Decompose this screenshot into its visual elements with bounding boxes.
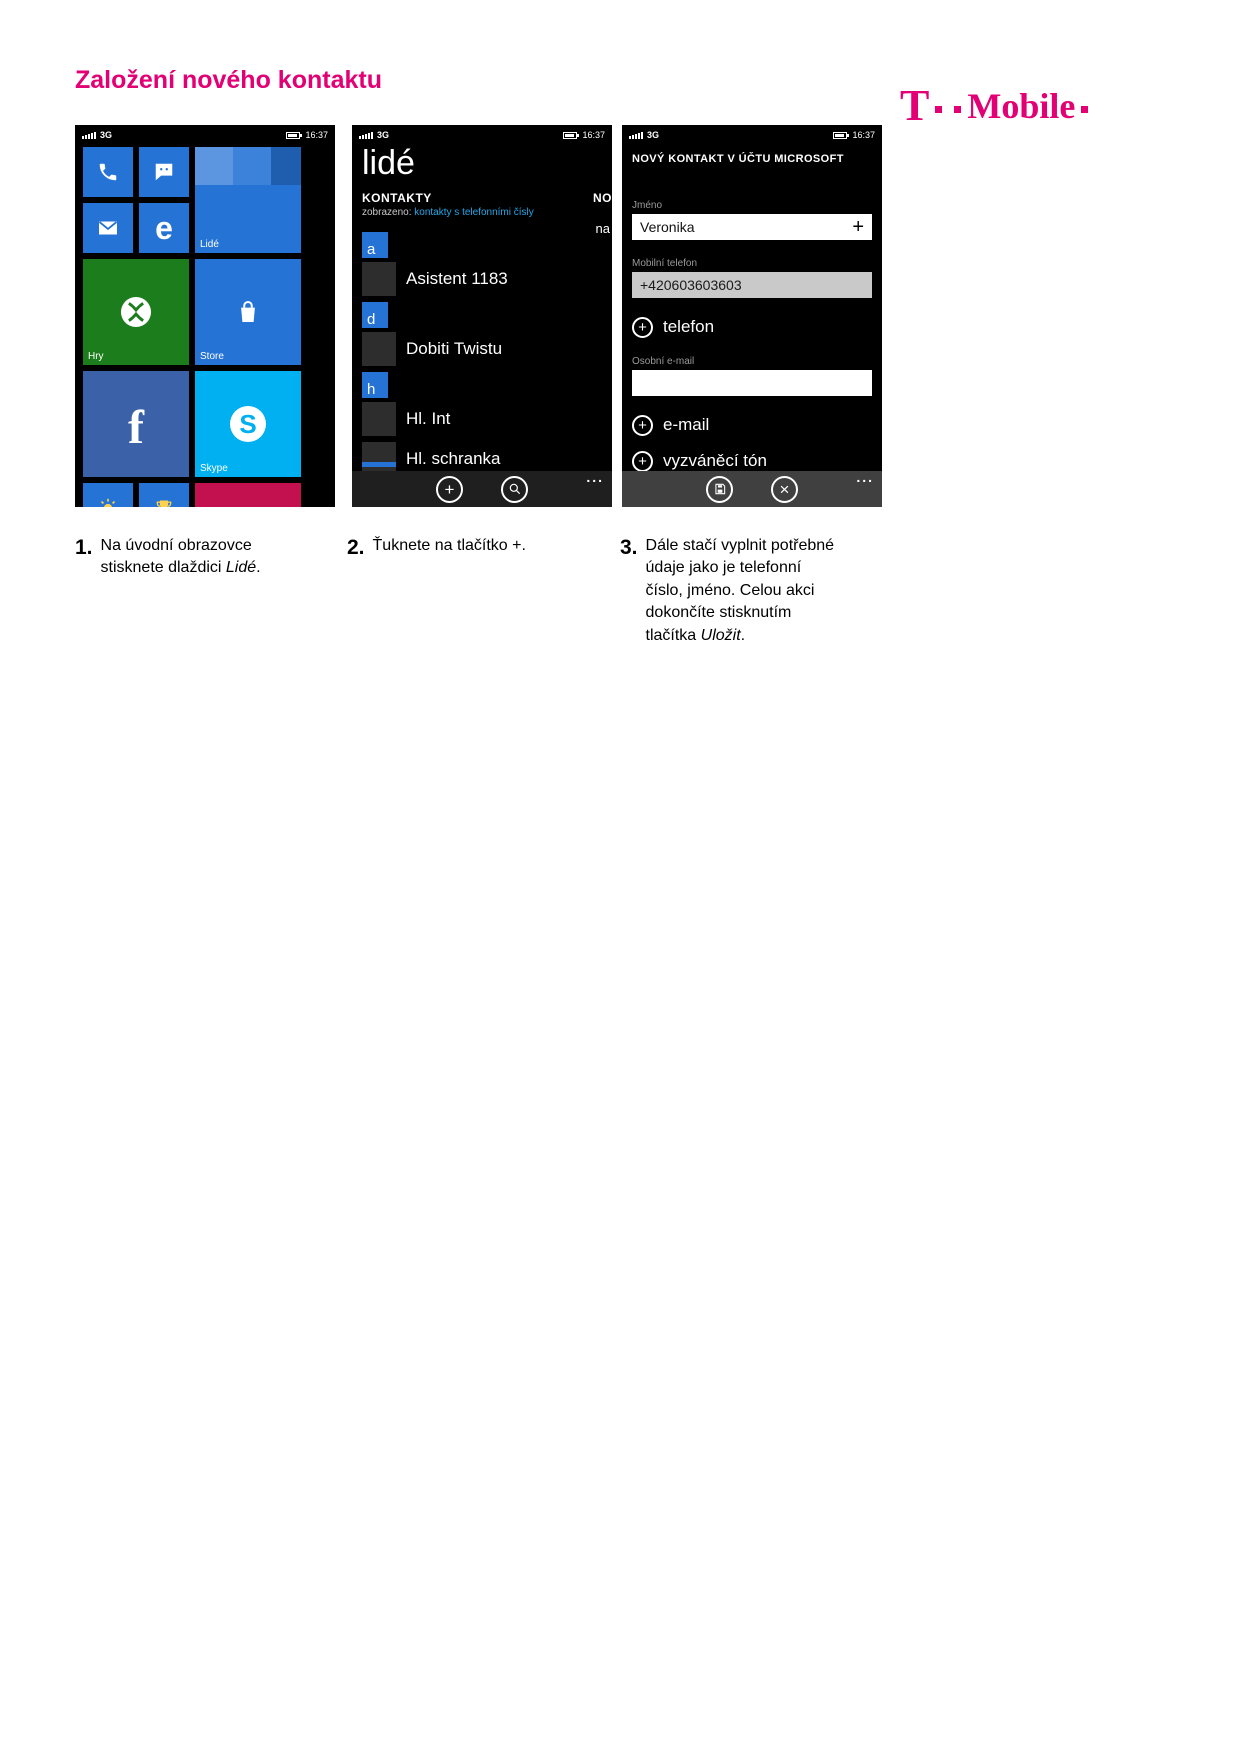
- appbar-more-button[interactable]: ...: [856, 469, 874, 485]
- contact-name: Hl. Int: [406, 409, 451, 428]
- add-circle-icon: +: [632, 415, 653, 436]
- tile-label: Skype: [200, 463, 228, 474]
- tile-label: Hry: [88, 351, 104, 362]
- logo-dot: [935, 106, 942, 113]
- avatar: [362, 402, 396, 436]
- partial-letter-tile: [362, 462, 396, 467]
- filter-label: zobrazeno:: [362, 207, 412, 218]
- contact-row[interactable]: [362, 400, 612, 438]
- status-time: 16:37: [305, 130, 328, 140]
- app-bar: [352, 471, 612, 507]
- email-field-label: Osobní e-mail: [632, 356, 695, 367]
- status-time: 16:37: [582, 130, 605, 140]
- tile-weather[interactable]: [83, 483, 133, 507]
- new-contact-form: [622, 200, 882, 474]
- step-text-italic: Uložit: [700, 626, 741, 644]
- step-number: 1.: [75, 536, 93, 559]
- network-label: 3G: [100, 130, 113, 140]
- skype-icon: [230, 406, 266, 442]
- cancel-button[interactable]: ×: [771, 476, 798, 503]
- email-icon: [96, 216, 120, 240]
- signal-icon: [82, 131, 96, 139]
- step-text-main: Na úvodní obrazovce stisknete dlaždici: [100, 537, 252, 577]
- xbox-icon: [117, 293, 155, 331]
- tile-facebook[interactable]: [83, 371, 189, 477]
- tile-partial-magenta[interactable]: [195, 483, 301, 507]
- phone-icon: [97, 161, 119, 183]
- add-circle-icon: +: [632, 451, 653, 472]
- letter-group-tile[interactable]: d: [362, 302, 388, 328]
- tile-store[interactable]: [195, 259, 301, 365]
- contact-name: Hl. schranka: [406, 449, 501, 468]
- lide-tile-mosaic: [271, 147, 301, 185]
- pivot-header: [352, 183, 612, 205]
- add-circle-icon: +: [632, 317, 653, 338]
- logo-letter-t: T: [900, 81, 930, 130]
- step-text-suffix: .: [740, 626, 746, 644]
- add-telefon-label: telefon: [663, 317, 715, 336]
- start-tile-grid: [75, 141, 335, 507]
- contact-row[interactable]: [362, 330, 612, 368]
- letter-group-tile[interactable]: a: [362, 232, 388, 258]
- lide-tile-mosaic: [233, 147, 271, 185]
- add-email-button[interactable]: [632, 412, 872, 438]
- tile-skype[interactable]: [195, 371, 301, 477]
- mobile-value: +420603603603: [640, 277, 742, 293]
- avatar: [362, 262, 396, 296]
- step-number: 2.: [347, 536, 365, 559]
- mobile-input[interactable]: [632, 272, 872, 298]
- step-number: 3.: [620, 536, 638, 559]
- avatar: [362, 332, 396, 366]
- step-text-italic: Lidé: [225, 559, 257, 577]
- search-button[interactable]: [501, 476, 528, 503]
- add-ringtone-label: vyzváněcí tón: [663, 451, 767, 470]
- step-text-main: Dále stačí vyplnit potřebné údaje jako je telefonní číslo, jméno. Celou akci dokončíte stisknutím tlačítka: [645, 537, 835, 644]
- contact-name: Dobiti Twistu: [406, 339, 503, 358]
- logo-dot: [954, 106, 961, 113]
- step-text: [646, 535, 836, 647]
- tile-internet-explorer[interactable]: [139, 203, 189, 253]
- step-3: [620, 535, 836, 647]
- tile-messaging[interactable]: [139, 147, 189, 197]
- add-telefon-button[interactable]: [632, 314, 872, 340]
- page-title: Založení nového kontaktu: [75, 66, 382, 94]
- name-input[interactable]: [632, 214, 872, 240]
- form-header: NOVÝ KONTAKT V ÚČTU MICROSOFT: [632, 153, 844, 165]
- trophy-icon: [154, 498, 174, 507]
- logo-mobile-text: Mobile: [967, 86, 1076, 126]
- appbar-more-button[interactable]: ...: [586, 469, 604, 485]
- status-time: 16:37: [852, 130, 875, 140]
- tile-games[interactable]: [83, 259, 189, 365]
- save-button[interactable]: [706, 476, 733, 503]
- battery-icon: [286, 132, 300, 139]
- battery-icon: [833, 132, 847, 139]
- tile-label: Lidé: [200, 239, 219, 250]
- status-bar: [622, 125, 882, 141]
- tab-kontakty[interactable]: KONTAKTY: [362, 191, 432, 205]
- name-field-label: Jméno: [632, 200, 663, 211]
- app-bar: [622, 471, 882, 507]
- next-page-partial-text: na: [595, 221, 610, 236]
- sun-icon: [97, 497, 119, 507]
- ie-icon: e: [155, 210, 173, 246]
- tab-novinky-partial[interactable]: NO: [593, 191, 612, 205]
- app-title: lidé: [362, 144, 415, 182]
- lide-tile-mosaic: [195, 147, 233, 185]
- step-text: [373, 535, 578, 557]
- logo-dot: [1081, 106, 1088, 113]
- tile-phone[interactable]: [83, 147, 133, 197]
- filter-value-link[interactable]: kontakty s telefonními čísly: [414, 207, 534, 218]
- status-bar: [75, 125, 335, 141]
- add-name-detail-icon[interactable]: +: [852, 216, 864, 238]
- step-1: [75, 535, 281, 580]
- battery-icon: [563, 132, 577, 139]
- mobile-field-label: Mobilní telefon: [632, 258, 698, 269]
- search-icon: [508, 482, 522, 496]
- save-icon: [713, 482, 727, 496]
- step-2: [347, 535, 578, 560]
- tile-games-hub[interactable]: [139, 483, 189, 507]
- screenshot-start-screen: [75, 125, 335, 507]
- messaging-icon: [153, 161, 175, 183]
- status-bar: [352, 125, 612, 141]
- contact-list: [352, 218, 612, 478]
- network-label: 3G: [647, 130, 660, 140]
- letter-group-tile[interactable]: h: [362, 372, 388, 398]
- step-text-suffix: .: [256, 559, 261, 577]
- step-text: [101, 535, 281, 580]
- facebook-icon: f: [128, 401, 144, 454]
- network-label: 3G: [377, 130, 390, 140]
- tmobile-logo: [900, 81, 1094, 130]
- email-input[interactable]: [632, 370, 872, 396]
- screenshot-people-list: [352, 125, 612, 507]
- signal-icon: [629, 131, 643, 139]
- signal-icon: [359, 131, 373, 139]
- step-text-main: Ťuknete na tlačítko +.: [372, 537, 526, 554]
- tile-lide[interactable]: [195, 147, 301, 253]
- screenshot-new-contact: [622, 125, 882, 507]
- contact-row[interactable]: [362, 260, 612, 298]
- add-contact-button[interactable]: +: [436, 476, 463, 503]
- store-bag-icon: [233, 297, 263, 327]
- tile-email[interactable]: [83, 203, 133, 253]
- add-email-label: e-mail: [663, 415, 710, 434]
- name-value: Veronika: [640, 219, 695, 235]
- tile-label: Store: [200, 351, 224, 362]
- contact-name: Asistent 1183: [406, 269, 508, 288]
- skype-letter: S: [239, 409, 257, 439]
- filter-line: [352, 205, 612, 218]
